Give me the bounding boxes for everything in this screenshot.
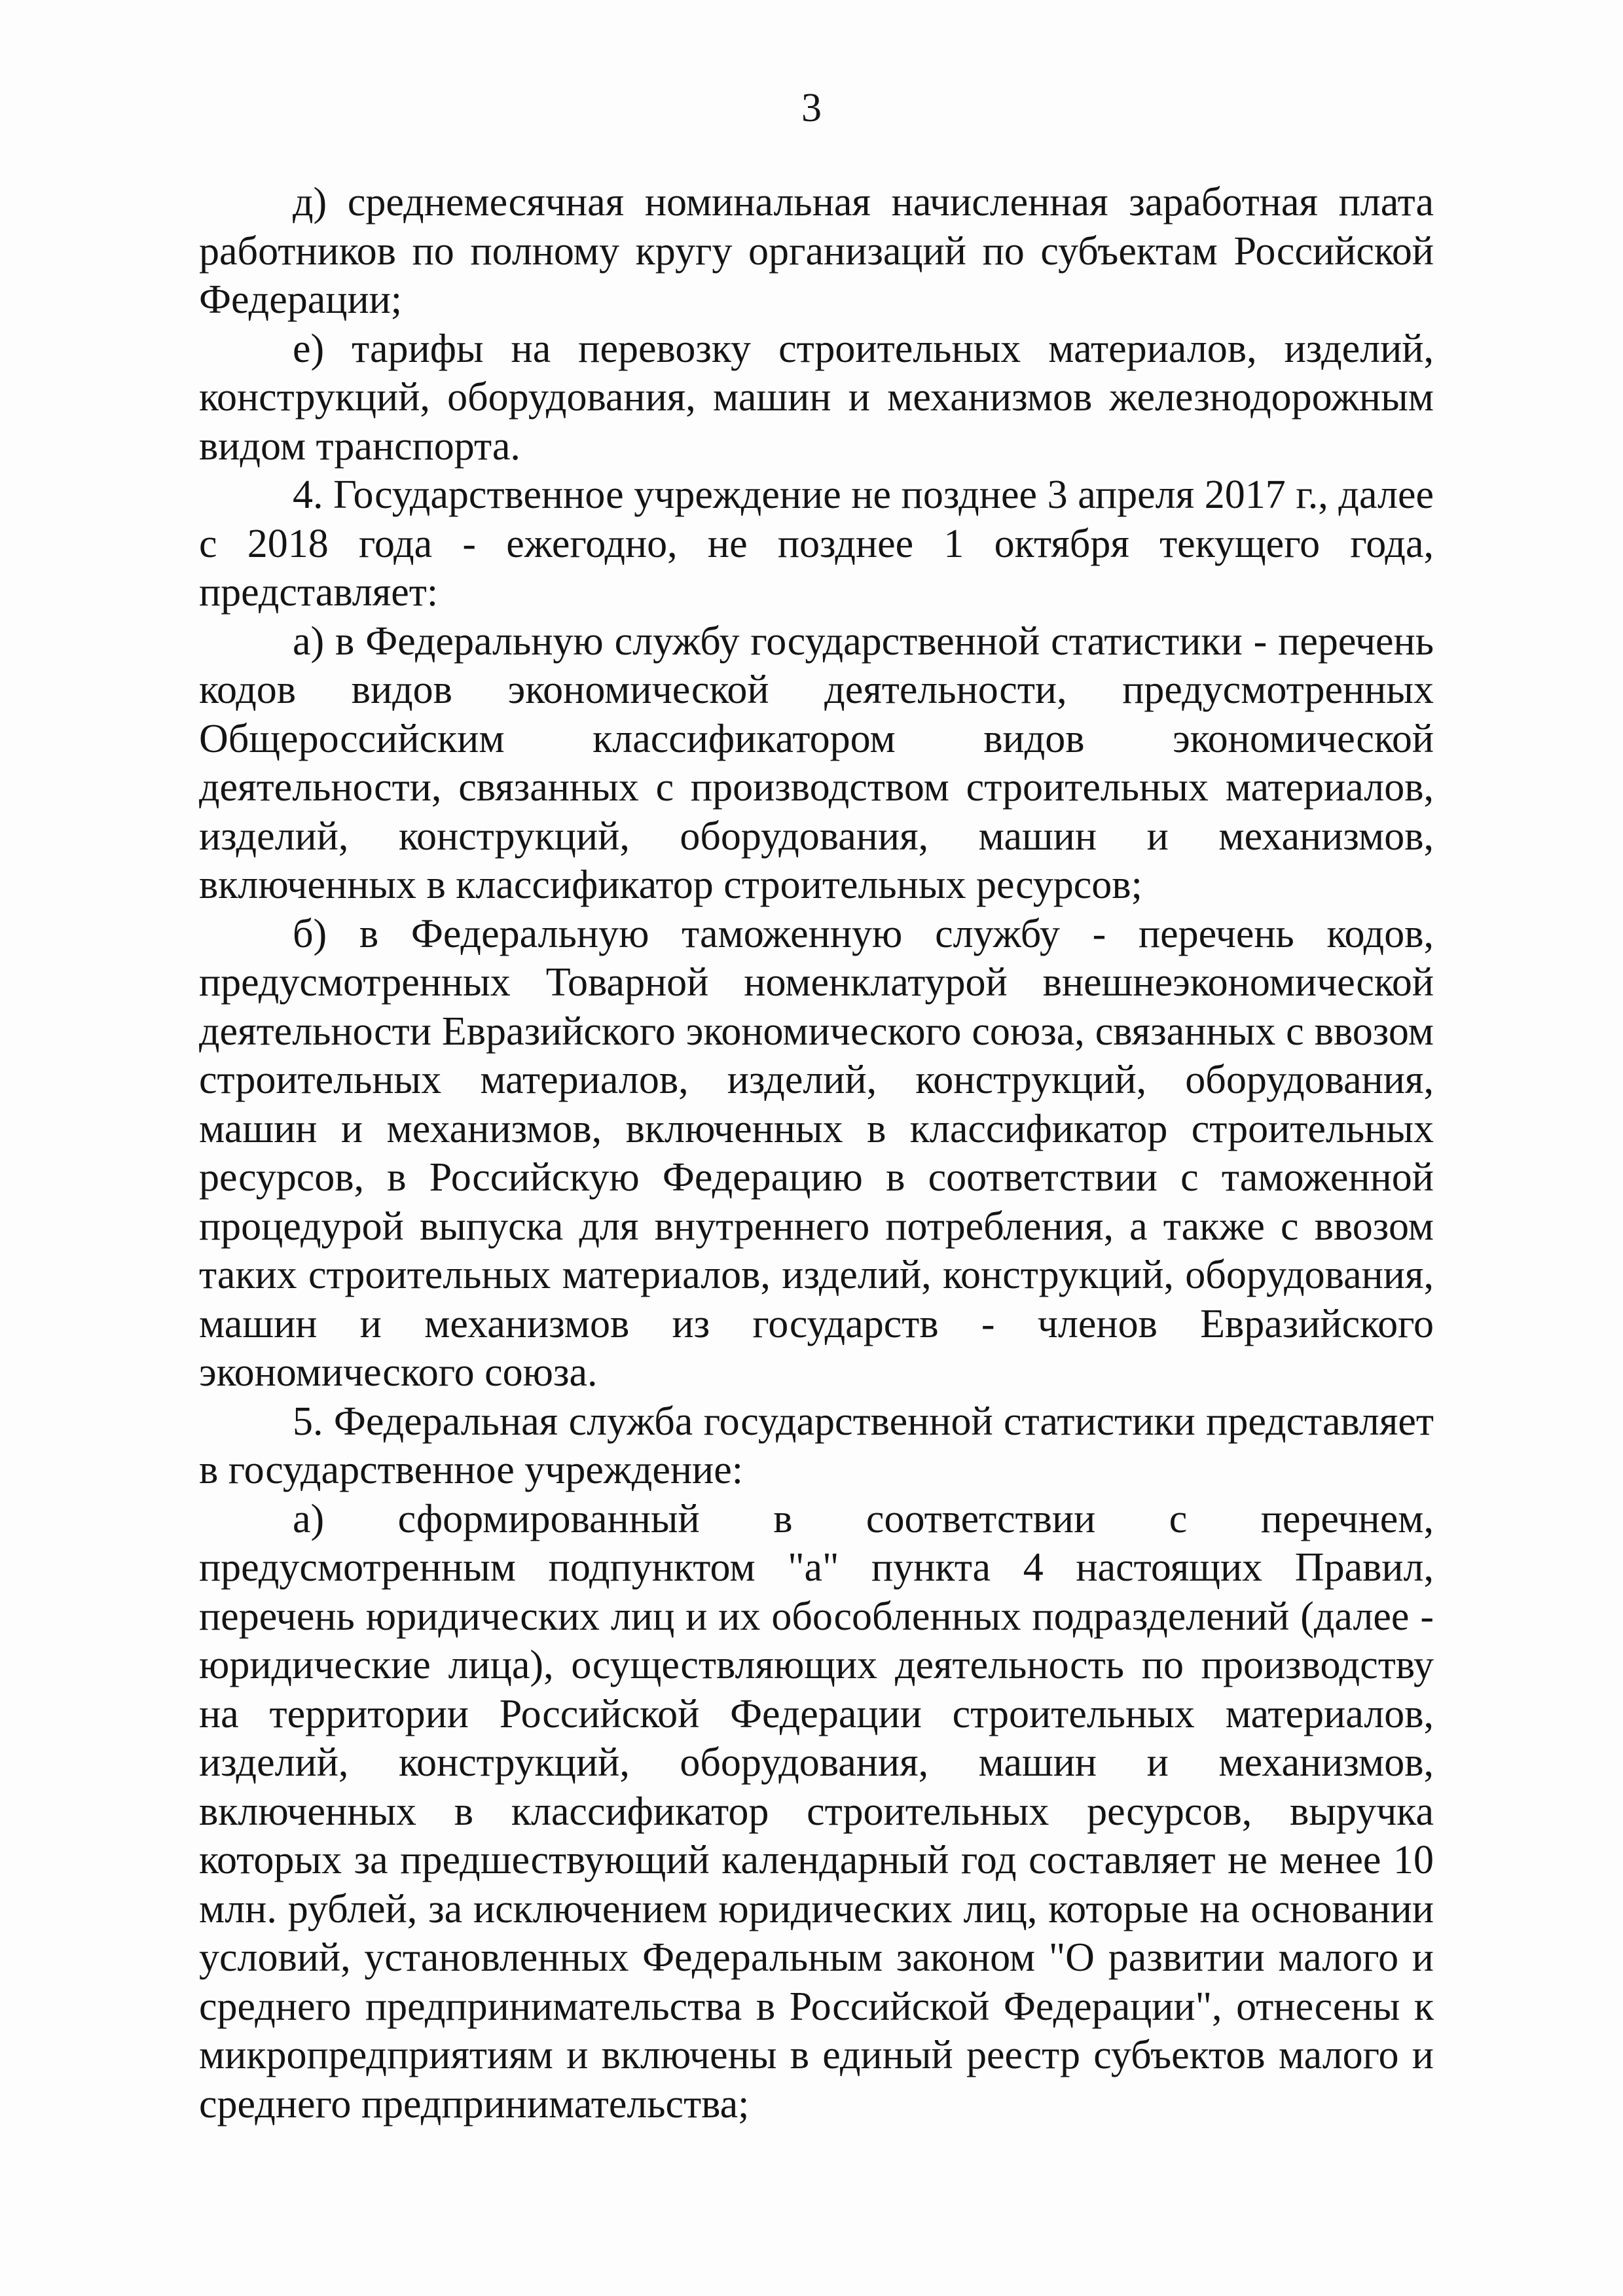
paragraph-5-statistics-provides: 5. Федеральная служба государственной статистики представляет в государственное учреждение: (199, 1399, 1434, 1492)
paragraph-d-salary: д) среднемесячная номинальная начисленная заработная плата работников по полному кругу организаций по субъектам Российской Федерации; (199, 180, 1434, 322)
page-number: 3 (801, 86, 822, 130)
paragraph-4-institution: 4. Государственное учреждение не позднее 3 апреля 2017 г., далее с 2018 года - ежегодно, не позднее 1 октября текущего года, представляет: (199, 473, 1434, 615)
paragraph-4a-statistics-service: а) в Федеральную службу государственной статистики - перечень кодов видов экономической деятельности, предусмотренных Общероссийским классификатором видов экономической деятельности, связанных с производством строительных материалов, изделий, конструкций, оборудования, машин и механизмов, включенных в классификатор строительных ресурсов; (199, 619, 1434, 907)
paragraph-4b-customs-service: б) в Федеральную таможенную службу - перечень кодов, предусмотренных Товарной номенклатурой внешнеэкономической деятельности Евразийского экономического союза, связанных с ввозом строительных материалов, изделий, конструкций, оборудования, машин и механизмов, включенных в классификатор строительных ресурсов, в Российскую Федерацию в соответствии с таможенной процедурой выпуска для внутреннего потребления, а также с ввозом таких строительных материалов, изделий, конструкций, оборудования, машин и механизмов из государств - членов Евразийского экономического союза. (199, 911, 1434, 1395)
paragraph-5a-legal-entities-list: а) сформированный в соответствии с перечнем, предусмотренным подпунктом "а" пункта 4 настоящих Правил, перечень юридических лиц и их обособленных подразделений (далее - юридические лица), осуществляющих деятельность по производству на территории Российской Федерации строительных материалов, изделий, конструкций, оборудования, машин и механизмов, включенных в классификатор строительных ресурсов, выручка которых за предшествующий календарный год составляет не менее 10 млн. рублей, за исключением юридических лиц, которые на основании условий, установленных Федеральным законом "О развитии малого и среднего предпринимательства в Российской Федерации", отнесены к микропредприятиям и включены в единый реестр субъектов малого и среднего предпринимательства; (199, 1496, 1434, 2126)
document-body (199, 178, 1434, 2128)
paragraph-e-tariffs: е) тарифы на перевозку строительных материалов, изделий, конструкций, оборудования, машин и механизмов железнодорожным видом транспорта. (199, 326, 1434, 469)
